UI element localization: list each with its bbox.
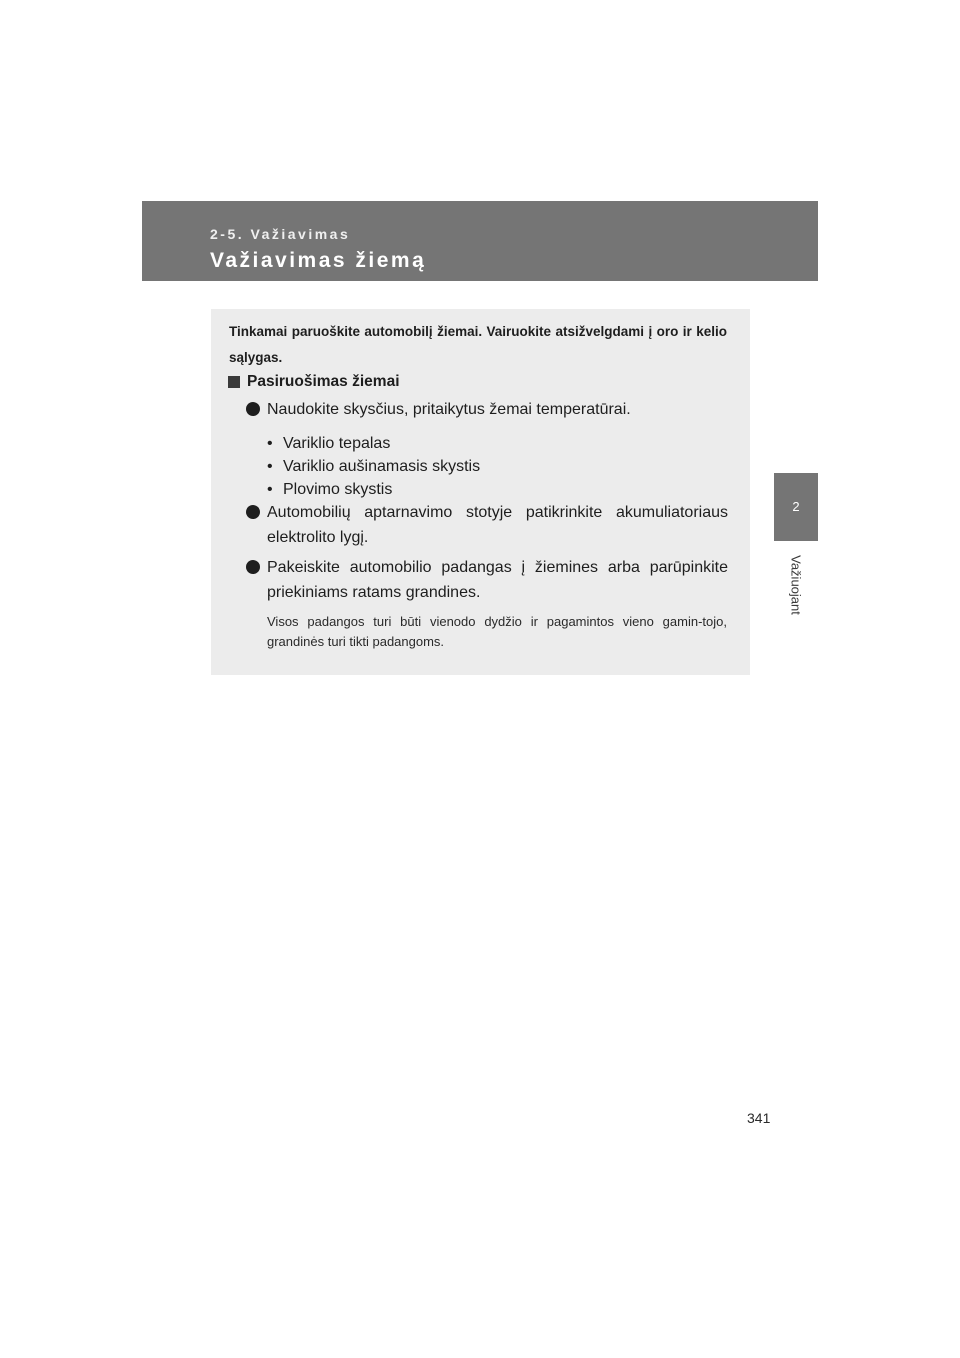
list-item: • Variklio aušinamasis skystis bbox=[267, 458, 481, 475]
page-title: Važiavimas žiemą bbox=[210, 249, 427, 272]
list-item-text: Plovimo skystis bbox=[283, 481, 393, 498]
bullet-text: Naudokite skysčius, pritaikytus žemai temperatūrai. bbox=[267, 401, 631, 418]
bullet-dot-icon bbox=[246, 560, 260, 574]
chapter-tab[interactable]: 2 bbox=[774, 473, 818, 541]
intro-text: Tinkamai paruoškite automobilį žiemai. Vairuokite atsižvelgdami į oro ir kelio sąlygas. bbox=[229, 324, 727, 365]
bullet-text: Automobilių aptarnavimo stotyje patikrinkite akumuliatoriaus elektrolito lygį. bbox=[267, 504, 728, 546]
section-heading-text: Pasiruošimas žiemai bbox=[247, 373, 400, 390]
bullet-dot-icon bbox=[246, 505, 260, 519]
content-box bbox=[211, 309, 750, 675]
list-item: • Variklio tepalas bbox=[267, 435, 391, 452]
list-item: • Plovimo skystis bbox=[267, 481, 393, 498]
bullet-item bbox=[246, 500, 728, 550]
bullet-text: Pakeiskite automobilio padangas į žiemines arba parūpinkite priekiniams ratams grandines. bbox=[267, 559, 728, 601]
page-number: 341 bbox=[747, 1110, 771, 1126]
tire-note: Visos padangos turi būti vienodo dydžio ir pagamintos vieno gamin-tojo, grandinės turi tikti padangoms. bbox=[267, 614, 727, 649]
fluid-list bbox=[267, 432, 480, 501]
bullet-item bbox=[246, 555, 728, 605]
square-bullet-icon bbox=[228, 376, 240, 388]
bullet-dot-icon bbox=[246, 402, 260, 416]
section-label: 2-5. Važiavimas bbox=[210, 226, 351, 242]
list-item-text: Variklio tepalas bbox=[283, 435, 391, 452]
chapter-label: Važiuojant bbox=[788, 555, 804, 615]
bullet-item bbox=[246, 397, 728, 422]
section-heading bbox=[228, 373, 400, 391]
chapter-header bbox=[142, 201, 818, 281]
list-item-text: Variklio aušinamasis skystis bbox=[283, 458, 481, 475]
